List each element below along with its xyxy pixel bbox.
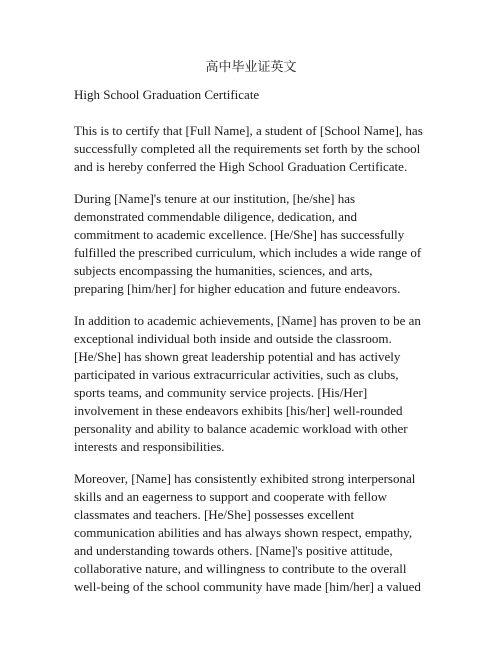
paragraph-line: and understanding towards others. [Name]'s positive attitude,	[74, 543, 393, 558]
paragraph-line: classmates and teachers. [He/She] possesses excellent	[74, 507, 355, 522]
paragraph-line: This is to certify that [Full Name], a student of [School Name], has	[74, 123, 423, 138]
paragraph-line: Moreover, [Name] has consistently exhibited strong interpersonal	[74, 471, 416, 486]
paragraph-line: commitment to academic excellence. [He/She] has successfully	[74, 227, 405, 242]
paragraph-line: participated in various extracurricular activities, such as clubs,	[74, 367, 399, 382]
certificate-heading: High School Graduation Certificate	[74, 87, 260, 102]
paragraph-line: interests and responsibilities.	[74, 439, 225, 454]
paragraph-line: involvement in these endeavors exhibits [his/her] well-rounded	[74, 403, 403, 418]
paragraph-line: communication abilities and has always shown respect, empathy,	[74, 525, 413, 540]
document-title: 高中毕业证英文	[205, 59, 297, 74]
paragraph-line: successfully completed all the requirements set forth by the school	[74, 141, 421, 156]
paragraph-line: collaborative nature, and willingness to contribute to the overall	[74, 561, 407, 576]
paragraph-line: preparing [him/her] for higher education and future endeavors.	[74, 281, 401, 296]
paragraph-line: and is hereby conferred the High School Graduation Certificate.	[74, 159, 408, 174]
paragraph-line: subjects encompassing the humanities, sciences, and arts,	[74, 263, 373, 278]
paragraph-line: demonstrated commendable diligence, dedication, and	[74, 209, 358, 224]
paragraph-line: sports teams, and community service projects. [His/Her]	[74, 385, 368, 400]
paragraph-line: In addition to academic achievements, [Name] has proven to be an	[74, 313, 421, 328]
paragraph-line: well-being of the school community have made [him/her] a valued	[74, 579, 421, 594]
paragraph-line: [He/She] has shown great leadership potential and has actively	[74, 349, 401, 364]
paragraph-line: exceptional individual both inside and outside the classroom.	[74, 331, 392, 346]
paragraph-line: During [Name]'s tenure at our institution, [he/she] has	[74, 191, 356, 206]
paragraph-line: personality and ability to balance academic workload with other	[74, 421, 408, 436]
paragraph-line: fulfilled the prescribed curriculum, which includes a wide range of	[74, 245, 422, 260]
paragraph-line: skills and an eagerness to support and cooperate with fellow	[74, 489, 387, 504]
